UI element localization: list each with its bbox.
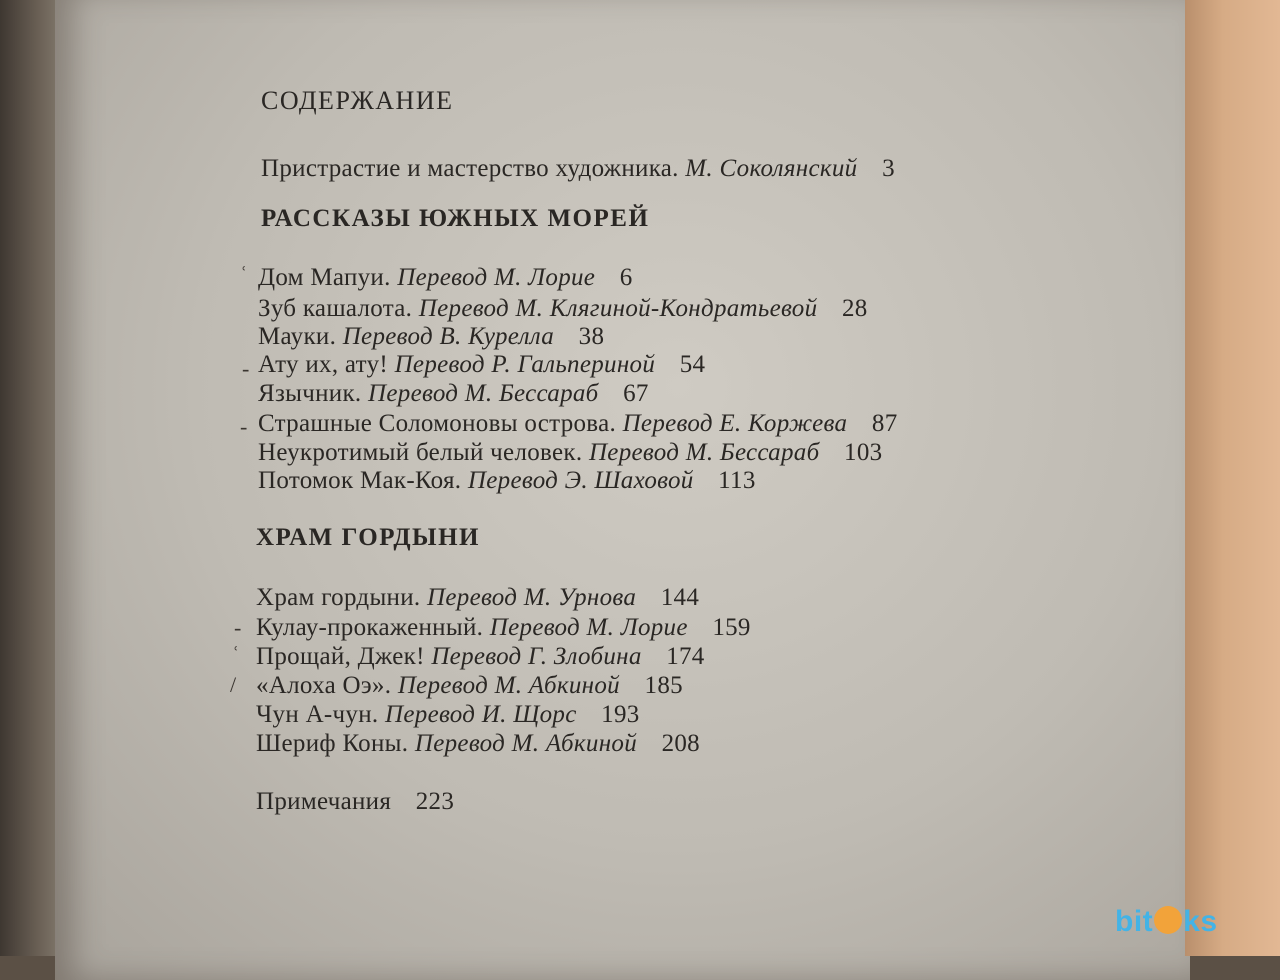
section-heading: ХРАМ ГОРДЫНИ xyxy=(256,524,480,551)
bitoks-watermark-logo xyxy=(1115,905,1218,939)
toc-entry xyxy=(256,672,683,700)
entry-translator: Перевод М. Урнова xyxy=(427,584,637,611)
toc-entry xyxy=(258,467,756,495)
entry-title: Язычник. xyxy=(258,380,362,407)
entry-page: 193 xyxy=(601,701,640,728)
entry-translator: Перевод Г. Злобина xyxy=(431,643,642,670)
entry-translator: Перевод М. Бессараб xyxy=(368,380,599,407)
pencil-mark: - xyxy=(234,615,242,640)
entry-page: 185 xyxy=(644,672,683,699)
entry-translator: Перевод М. Абкиной xyxy=(414,730,637,757)
entry-title: «Алоха Оэ». xyxy=(256,672,392,699)
entry-page: 67 xyxy=(623,380,649,407)
entry-translator: Перевод В. Курелла xyxy=(342,323,555,350)
pencil-mark: - xyxy=(242,356,250,381)
entry-page: 103 xyxy=(844,439,883,466)
entry-title: Ату их, ату! xyxy=(258,351,389,378)
toc-entry xyxy=(258,323,604,351)
entry-translator: Перевод Р. Гальпериной xyxy=(394,351,656,378)
logo-text-right: ks xyxy=(1183,905,1218,938)
toc-entry xyxy=(258,439,882,467)
entry-title: Дом Мапуи. xyxy=(258,264,391,291)
pencil-mark: ʿ xyxy=(240,262,248,287)
toc-entry xyxy=(258,351,705,379)
entry-title: Чун А-чун. xyxy=(256,701,379,728)
toc-preface xyxy=(261,155,895,183)
toc-entry xyxy=(256,730,700,758)
entry-page: 174 xyxy=(666,643,705,670)
logo-face-icon xyxy=(1154,906,1182,934)
notes-text: Примечания xyxy=(256,788,392,815)
entry-title: Страшные Соломоновы острова. xyxy=(258,410,617,437)
logo-text-left: bit xyxy=(1115,905,1154,938)
entry-title: Кулау-прокаженный. xyxy=(256,614,484,641)
entry-translator: Перевод Е. Коржева xyxy=(622,410,848,437)
pencil-mark: / xyxy=(230,672,237,697)
preface-text: Пристрастие и мастерство художника. xyxy=(261,155,679,182)
entry-translator: Перевод М. Клягиной-Кондратьевой xyxy=(418,295,818,322)
toc-entry xyxy=(256,643,705,671)
entry-translator: Перевод М. Лорие xyxy=(397,264,596,291)
entry-title: Шериф Коны. xyxy=(256,730,409,757)
toc-entry xyxy=(258,264,633,292)
entry-translator: Перевод Э. Шаховой xyxy=(467,467,694,494)
pencil-mark: ʿ xyxy=(232,642,240,667)
entry-page: 87 xyxy=(871,410,898,437)
toc-entry xyxy=(258,295,868,323)
preface-page: 3 xyxy=(882,155,895,182)
entry-title: Прощай, Джек! xyxy=(256,643,425,670)
pencil-mark: - xyxy=(240,414,248,439)
toc-entry xyxy=(256,701,640,729)
toc-title: СОДЕРЖАНИЕ xyxy=(261,86,454,115)
entry-translator: Перевод И. Щорс xyxy=(385,701,577,728)
entry-page: 159 xyxy=(712,614,751,641)
toc-entry xyxy=(258,410,898,438)
entry-translator: Перевод М. Бессараб xyxy=(588,439,820,466)
entry-page: 28 xyxy=(841,295,868,322)
toc-entry xyxy=(256,584,699,612)
entry-title: Потомок Мак-Коя. xyxy=(258,467,462,494)
entry-page: 38 xyxy=(578,323,605,350)
entry-translator: Перевод М. Лорие xyxy=(489,614,688,641)
entry-page: 113 xyxy=(718,467,756,494)
notes-page: 223 xyxy=(415,788,455,815)
entry-page: 208 xyxy=(661,730,700,757)
toc-entry xyxy=(258,380,649,408)
entry-page: 54 xyxy=(679,351,706,378)
preface-author: М. Соколянский xyxy=(685,155,858,182)
toc-entry xyxy=(256,614,751,642)
entry-page: 144 xyxy=(660,584,700,611)
entry-title: Храм гордыни. xyxy=(256,584,421,611)
entry-page: 6 xyxy=(619,264,633,291)
entry-title: Зуб кашалота. xyxy=(258,295,413,322)
entry-title: Мауки. xyxy=(258,323,337,350)
section-heading: РАССКАЗЫ ЮЖНЫХ МОРЕЙ xyxy=(261,205,650,232)
entry-title: Неукротимый белый человек. xyxy=(258,439,583,466)
entry-translator: Перевод М. Абкиной xyxy=(397,672,620,699)
toc-notes xyxy=(256,788,454,816)
